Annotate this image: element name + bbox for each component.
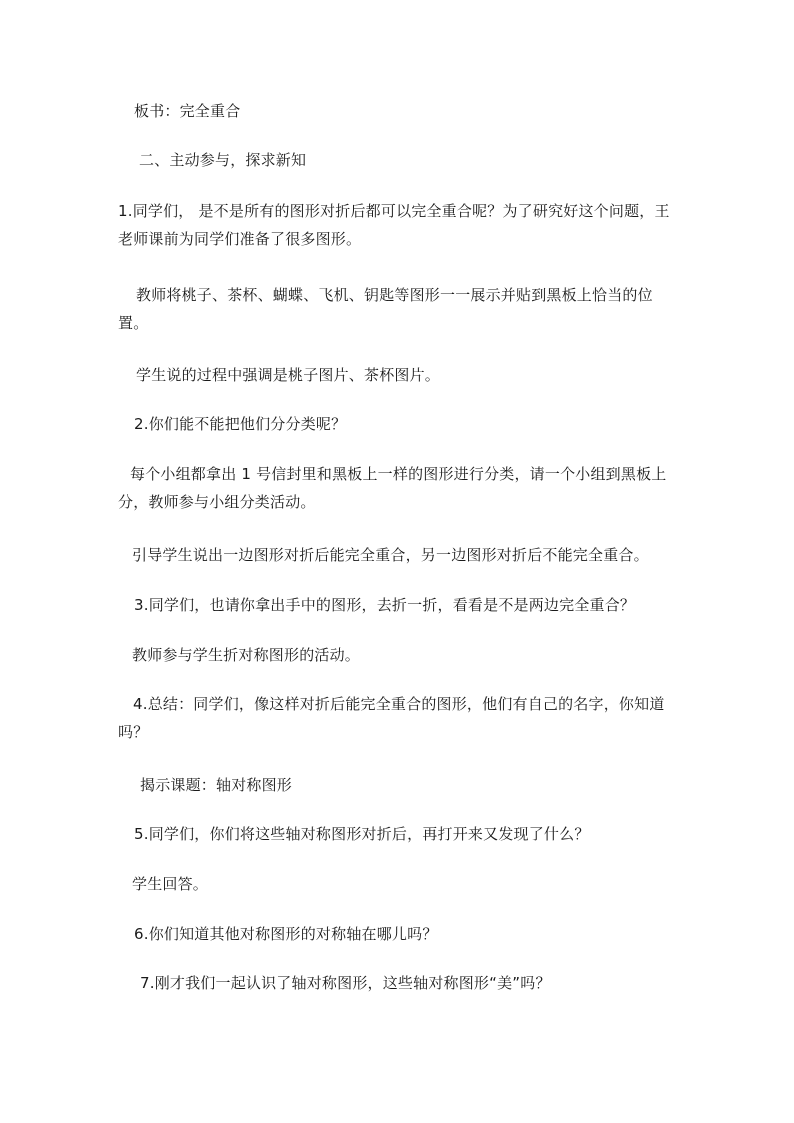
teacher-participates: 教师参与学生折对称图形的活动。 [132, 646, 361, 664]
step-6-question: 6.你们知道其他对称图形的对称轴在哪儿吗？ [134, 925, 438, 943]
step-3-question: 3.同学们，也请你拿出手中的图形，去折一折，看看是不是两边完全重合？ [134, 596, 636, 614]
step-5-question: 5.同学们，你们将这些轴对称图形对折后，再打开来又发现了什么？ [134, 825, 590, 843]
lesson-topic: 揭示课题：轴对称图形 [140, 776, 293, 794]
section-heading: 二、主动参与，探求新知 [139, 151, 307, 169]
step-1-question: 1.同学们， 是不是所有的图形对折后都可以完全重合呢？为了研究好这个问题，王老师课前为同学们准备了很多图形。 [118, 202, 670, 248]
step-7-question: 7.刚才我们一起认识了轴对称图形，这些轴对称图形“美”吗？ [140, 974, 551, 992]
blackboard-note: 板书：完全重合 [134, 102, 241, 120]
step-4-summary: 4.总结：同学们，像这样对折后能完全重合的图形，他们有自己的名字，你知道吗？ [118, 695, 665, 741]
guide-students: 引导学生说出一边图形对折后能完全重合，另一边图形对折后不能完全重合。 [132, 546, 649, 564]
group-classification: 每个小组都拿出 1 号信封里和黑板上一样的图形进行分类，请一个小组到黑板上分，教师参与小组分类活动。 [118, 465, 667, 511]
step-2-question: 2.你们能不能把他们分分类呢？ [134, 415, 347, 433]
student-emphasis: 学生说的过程中强调是桃子图片、茶杯图片。 [136, 366, 441, 384]
teacher-shows-shapes: 教师将桃子、茶杯、蝴蝶、飞机、钥匙等图形一一展示并贴到黑板上恰当的位置。 [118, 286, 653, 332]
students-answer: 学生回答。 [132, 875, 209, 893]
